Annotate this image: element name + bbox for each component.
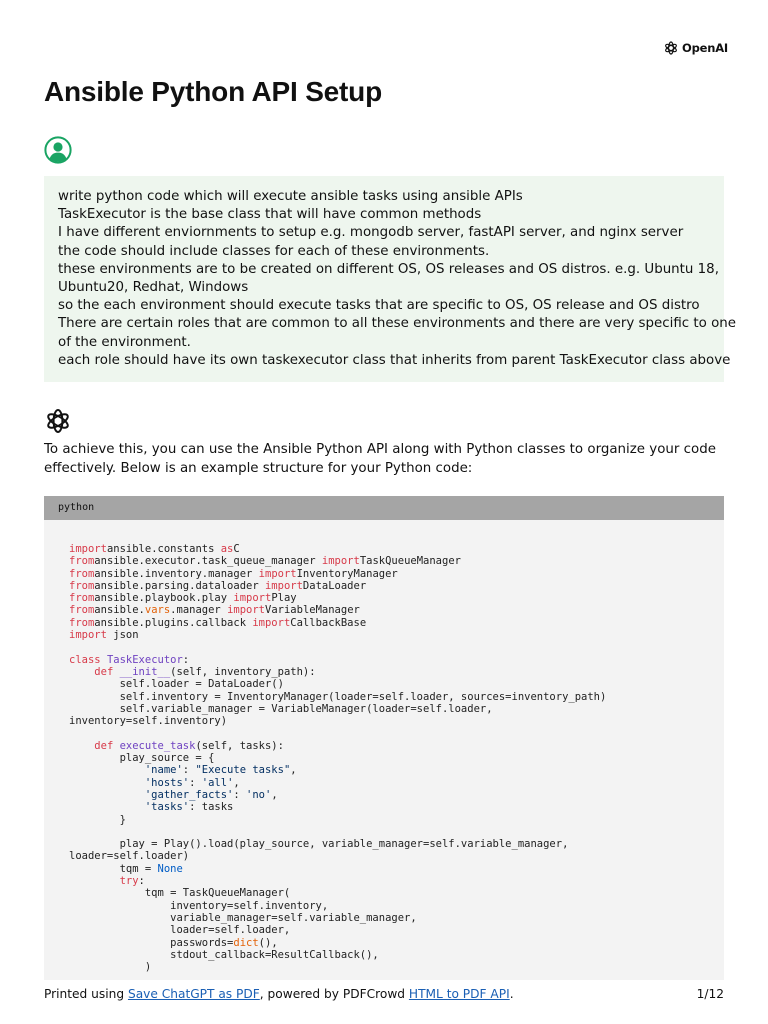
code-token: dict — [233, 936, 259, 949]
code-token: 'no' — [246, 788, 272, 801]
brand-name: OpenAI — [682, 41, 728, 55]
openai-logo-icon — [663, 40, 679, 56]
code-line — [69, 875, 145, 887]
code-line — [69, 850, 189, 862]
code-token: : tasks — [189, 801, 234, 814]
code-token: 'hosts' — [144, 776, 190, 789]
code-token: def — [94, 665, 114, 678]
code-line — [69, 568, 398, 580]
code-token: : — [138, 875, 145, 888]
code-token: import — [252, 616, 291, 629]
code-line — [69, 629, 139, 641]
code-line — [69, 949, 379, 961]
prompt-line: of the environment. — [58, 334, 191, 350]
code-token: from — [69, 604, 95, 617]
code-token: as — [220, 543, 234, 555]
prompt-line: TaskExecutor is the base class that will have common methods — [58, 207, 482, 223]
code-line — [69, 863, 183, 875]
prompt-line: these environments are to be created on different OS, OS releases and OS distros. e.g. Ubuntu 18, — [58, 261, 719, 277]
code-line — [69, 604, 360, 616]
code-token — [69, 740, 94, 752]
code-token: tqm = TaskQueueManager( — [69, 887, 291, 900]
code-token: play = Play().load(play_source, variable_manager=self.variable_manager, — [69, 838, 569, 851]
code-line — [69, 580, 366, 592]
code-token: passwords= — [69, 936, 234, 949]
code-token: VariableManager — [265, 604, 360, 617]
code-token: : — [233, 788, 247, 801]
code-line — [69, 703, 493, 715]
code-token: from — [69, 579, 95, 592]
code-token: "Execute tasks" — [195, 764, 291, 777]
prompt-line: Ubuntu20, Redhat, Windows — [58, 280, 249, 296]
user-avatar-icon — [44, 136, 72, 164]
code-token: : — [182, 653, 190, 666]
code-token: None — [157, 862, 183, 875]
code-token: Play — [271, 592, 297, 605]
html-to-pdf-api-link[interactable]: HTML to PDF API — [408, 987, 510, 1001]
chatgpt-logo-icon — [44, 407, 72, 435]
code-body — [44, 520, 724, 973]
brand-header — [663, 40, 728, 56]
code-line — [69, 789, 278, 801]
code-token: CallbackBase — [290, 616, 367, 629]
code-line — [69, 592, 297, 604]
footer-powered-by: , powered by PDFCrowd — [259, 987, 409, 1001]
code-token: class — [69, 653, 101, 666]
prompt-line: write python code which will execute ansible tasks using ansible APIs — [58, 189, 523, 204]
code-token: ansible. — [94, 604, 145, 617]
code-line — [69, 543, 240, 555]
code-token — [69, 789, 145, 801]
code-token: ansible.executor.task_queue_manager — [94, 555, 322, 568]
code-token: execute_task — [119, 739, 196, 752]
code-token: TaskExecutor — [106, 653, 183, 666]
code-token: InventoryManager — [296, 567, 398, 580]
code-token: tqm = — [69, 862, 158, 875]
footer — [44, 986, 724, 1002]
footer-printed-using: Printed using — [44, 987, 128, 1001]
code-token: , — [233, 776, 240, 789]
code-token: from — [69, 616, 95, 629]
code-token: : — [182, 764, 196, 777]
code-token: from — [69, 555, 95, 568]
code-token: TaskQueueManager — [359, 555, 461, 568]
code-token: import — [321, 555, 360, 568]
prompt-line: each role should have its own taskexecutor class that inherits from parent TaskExecutor class above — [58, 352, 731, 368]
footer-period: . — [509, 987, 514, 1001]
code-token: import — [264, 579, 303, 592]
assistant-intro — [44, 441, 724, 478]
code-token: , — [290, 764, 297, 777]
code-token: stdout_callback=ResultCallback(), — [69, 948, 379, 961]
code-block — [44, 496, 724, 980]
page-title: Ansible Python API Setup — [44, 76, 382, 107]
code-line — [69, 715, 227, 727]
intro-line: To achieve this, you can use the Ansible Python API along with Python classes to organize your code — [44, 442, 716, 457]
code-token — [69, 777, 145, 789]
code-token: vars — [144, 604, 171, 617]
user-prompt — [44, 176, 737, 382]
code-line — [69, 961, 151, 973]
code-token: import — [233, 592, 272, 605]
code-token: 'name' — [144, 764, 183, 777]
code-token: inventory=self.inventory, — [69, 899, 329, 912]
code-token: from — [69, 592, 95, 605]
prompt-line: the code should include classes for each of these environments. — [58, 243, 490, 259]
code-token: import — [227, 604, 266, 617]
code-token — [69, 764, 145, 776]
code-token: ansible.constants — [106, 543, 221, 555]
code-line — [69, 900, 328, 912]
code-line — [69, 555, 461, 567]
code-line — [69, 654, 189, 666]
code-line — [69, 887, 290, 899]
code-line — [69, 924, 290, 936]
code-token: variable_manager=self.variable_manager, — [69, 911, 417, 924]
code-token: self.inventory = InventoryManager(loader=self.loader, sources=inventory_path) — [69, 690, 607, 703]
code-token: } — [69, 813, 126, 826]
code-token — [69, 875, 120, 887]
code-line — [69, 814, 126, 826]
intro-line: effectively. Below is an example structure for your Python code: — [44, 460, 473, 476]
code-line — [69, 666, 316, 678]
code-token: import — [69, 543, 107, 555]
code-line — [69, 764, 297, 776]
code-line — [69, 617, 366, 629]
code-token: __init__ — [119, 665, 171, 678]
code-token: ansible.plugins.callback — [94, 616, 253, 629]
save-chatgpt-pdf-link[interactable]: Save ChatGPT as PDF — [127, 987, 260, 1001]
code-line — [69, 740, 284, 752]
code-token: : — [189, 776, 202, 789]
code-token — [69, 666, 94, 678]
code-token: from — [69, 567, 95, 580]
code-token: inventory=self.inventory) — [69, 715, 228, 728]
code-token: (), — [258, 936, 278, 949]
code-token: (self, inventory_path): — [170, 665, 316, 678]
prompt-line: I have different enviornments to setup e.g. mongodb server, fastAPI server, and nginx server — [58, 225, 684, 241]
code-line — [69, 691, 606, 703]
code-token: ansible.parsing.dataloader — [94, 579, 265, 592]
code-token: (self, tasks): — [195, 739, 284, 752]
code-token: play_source = { — [69, 752, 215, 765]
code-line — [69, 752, 214, 764]
code-line — [69, 937, 278, 949]
prompt-line: so the each environment should execute tasks that are specific to OS, OS release and OS distro — [58, 298, 700, 314]
code-line — [69, 678, 284, 690]
code-token: loader=self.loader, — [69, 924, 291, 937]
code-token: 'gather_facts' — [144, 788, 234, 801]
code-token: import — [258, 567, 297, 580]
code-token: ansible.inventory.manager — [94, 567, 259, 580]
code-token: json — [106, 629, 139, 642]
code-token: self.loader = DataLoader() — [69, 678, 284, 691]
code-token: try — [119, 875, 139, 888]
code-line — [69, 801, 233, 813]
page-number: 1/12 — [696, 987, 724, 1001]
code-language-label: python — [44, 496, 724, 520]
footer-credit — [44, 986, 514, 1002]
code-token: import — [69, 629, 107, 642]
code-token: 'all' — [201, 776, 234, 789]
code-token: ) — [69, 961, 152, 974]
code-token: ansible.playbook.play — [94, 592, 234, 605]
code-line — [69, 838, 568, 850]
code-token: C — [233, 543, 240, 555]
code-token — [69, 801, 145, 813]
code-line — [69, 777, 240, 789]
code-line — [69, 912, 417, 924]
code-token: 'tasks' — [144, 801, 190, 814]
code-token: loader=self.loader) — [69, 850, 190, 863]
code-token: , — [271, 788, 278, 801]
code-token: .manager — [170, 604, 228, 617]
code-token: self.variable_manager = VariableManager(loader=self.loader, — [69, 702, 493, 715]
code-token: def — [94, 739, 114, 752]
prompt-line: There are certain roles that are common to all these environments and there are very specific to one — [58, 316, 737, 332]
code-token: DataLoader — [302, 579, 367, 592]
